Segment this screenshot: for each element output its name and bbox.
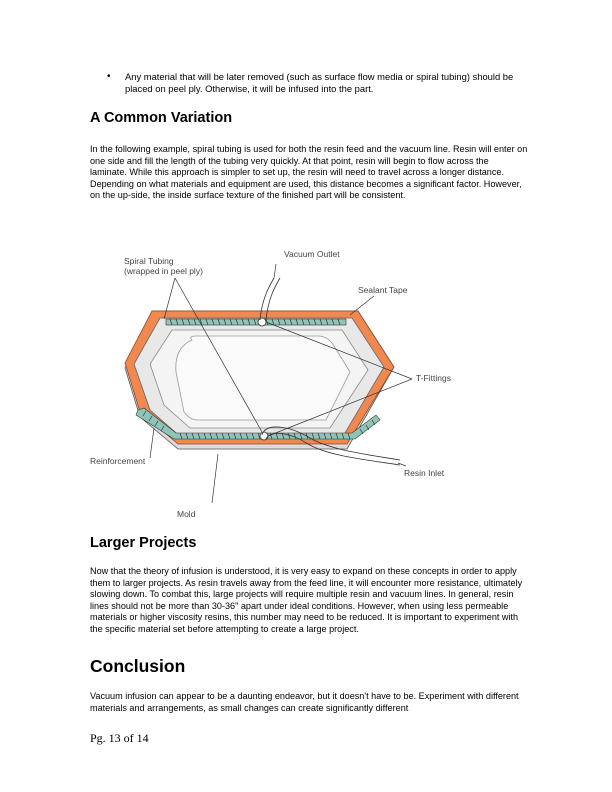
list-item xyxy=(107,71,527,95)
label-reinforcement: Reinforcement xyxy=(90,456,146,466)
label-sealant-tape: Sealant Tape xyxy=(358,285,408,295)
bullet-icon: • xyxy=(107,71,111,82)
page-number: Pg. 13 of 14 xyxy=(90,731,149,745)
section-text-conclusion: Vacuum infusion can appear to be a daunting endeavor, but it doesn't have to be. Experiment with different materials and arrangements, as small changes can create significantly different xyxy=(90,691,519,713)
reinforcement-panel xyxy=(176,336,350,420)
bullet-text: Any material that will be later removed (such as surface flow media or spiral tubing) should be placed on peel ply. Otherwise, it will be infused into the part. xyxy=(125,71,514,94)
label-t-fittings: T-Fittings xyxy=(416,373,451,383)
label-spiral-tubing: Spiral Tubing xyxy=(124,256,174,266)
section-text-variation: In the following example, spiral tubing is used for both the resin feed and the vacuum line. Resin will enter on one side and fill the length of the tubing very quickly. At that point, resin will begin to flow across the laminate. While this approach is simpler to set up, the resin will need to travel across a longer distance. Depending on what materials and equipment are used, this distance becomes a significant factor. However, on the up-side, the inside surface texture of the finished part will be consistent. xyxy=(90,144,528,201)
section-title-conclusion: Conclusion xyxy=(90,656,186,676)
t-fitting-top xyxy=(258,318,266,326)
section-title-variation: A Common Variation xyxy=(90,110,233,126)
section-title-larger: Larger Projects xyxy=(90,535,197,551)
t-fitting-bottom xyxy=(260,432,268,440)
label-vacuum-outlet: Vacuum Outlet xyxy=(284,249,340,259)
label-spiral-tubing-note: (wrapped in peel ply) xyxy=(124,266,203,276)
label-resin-inlet: Resin Inlet xyxy=(404,468,445,478)
bullet-list xyxy=(107,71,527,95)
vacuum-infusion-diagram xyxy=(80,240,500,525)
section-text-larger: Now that the theory of infusion is understood, it is very easy to expand on these concepts in order to apply them to larger projects. As resin travels away from the feed line, it will encounter more resistance, ultimately slowing down. To combat this, large projects will require multiple resin and vacuum lines. In general, resin lines should not be more than 30-36" apart under ideal conditions. However, when using less permeable materials or higher viscosity resins, this number may need to be reduced. It is important to experiment with the specific material set before attempting to create a large project. xyxy=(90,566,523,634)
label-mold: Mold xyxy=(177,509,196,519)
